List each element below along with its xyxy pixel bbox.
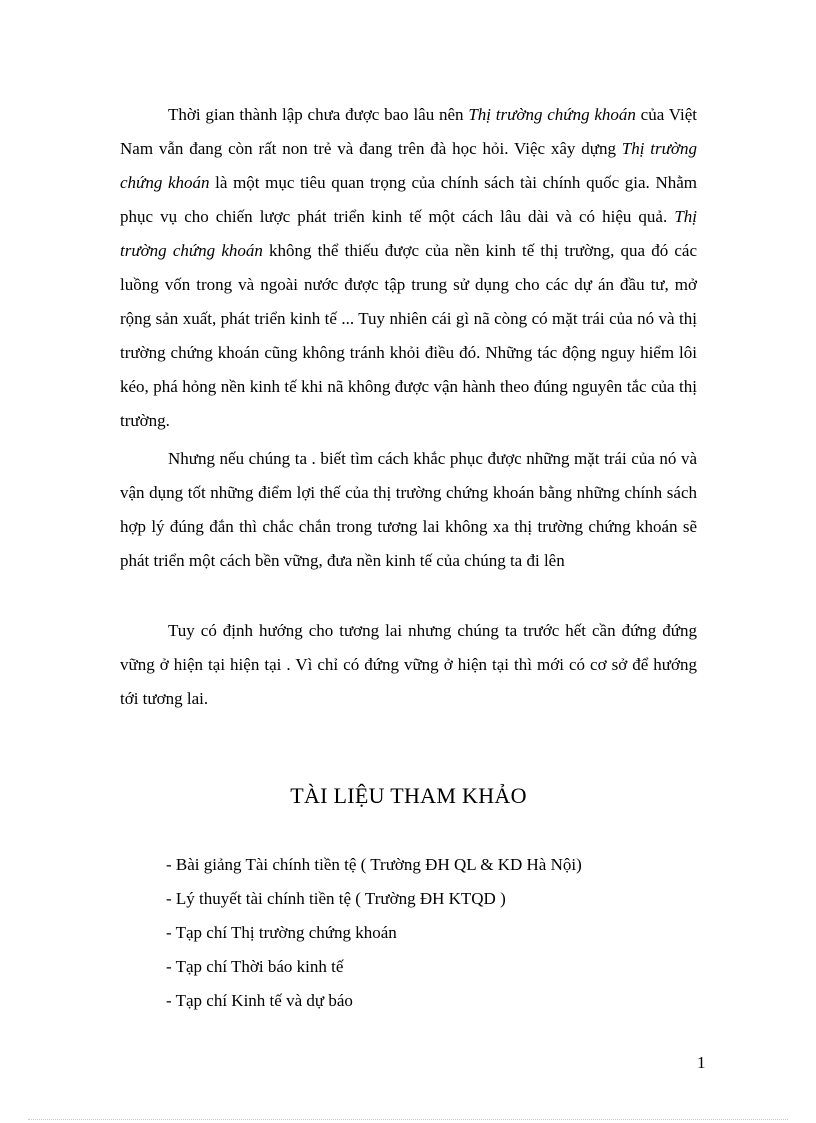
reference-item: - Tạp chí Thời báo kinh tế [166,957,344,976]
reference-item: - Bài giảng Tài chính tiền tệ ( Trường ĐH QL & KD Hà Nội) [166,855,582,874]
paragraph-1 [120,98,697,438]
p1-text-1: Thời gian thành lập chưa được bao lâu nên [168,105,469,124]
page-number: 1 [697,1053,706,1072]
paragraph-3: Tuy có định hướng cho tương lai nhưng chúng ta trước hết cần đứng đứng vững ở hiện tại hiện tại . Vì chỉ có đứng vững ở hiện tại thì mới có cơ sở để hướng tới tương lai. [120,621,697,708]
p1-italic-3: Thị trường chứng khoán [120,207,697,260]
references-heading: TÀI LIỆU THAM KHẢO [290,783,527,808]
p1-italic-2: Thị trường chứng khoán [120,139,697,192]
p1-text-3: là một mục tiêu quan trọng của chính sách tài chính quốc gia. Nhằm phục vụ cho chiến lược phát triển kinh tế một cách lâu dài và có hiệu quả. [120,173,697,226]
reference-item: - Tạp chí Kinh tế và dự báo [166,991,353,1010]
paragraph-2: Nhưng nếu chúng ta . biết tìm cách khắc phục được những mặt trái của nó và vận dụng tốt những điểm lợi thế của thị trường chứng khoán bằng những chính sách hợp lý đúng đắn thì chắc chắn trong tương lai không xa thị trường chứng khoán sẽ phát triển một cách bền vững, đưa nền kinh tế của chúng ta đi lên [120,449,697,570]
p1-text-2: của Việt Nam vẫn đang còn rất non trẻ và đang trên đà học hỏi. Việc xây dựng [120,105,697,158]
reference-item: - Lý thuyết tài chính tiền tệ ( Trường ĐH KTQD ) [166,889,506,908]
p1-text-4: không thể thiếu được của nền kinh tế thị trường, qua đó các luồng vốn trong và ngoài nước được tập trung sử dụng cho các dự án đầu tư, mở rộng sản xuất, phát triển kinh tế ... Tuy nhiên cái gì nã còng có mặt trái của nó và thị trường chứng khoán cũng không tránh khỏi điều đó. Những tác động nguy hiểm lôi kéo, phá hỏng nền kinh tế khi nã không được vận hành theo đúng nguyên tắc của thị trường. [120,241,697,430]
reference-item: - Tạp chí Thị trường chứng khoán [166,923,397,942]
p1-italic-1: Thị trường chứng khoán [468,105,636,124]
page-bottom-divider [28,1119,788,1120]
references-list [166,848,582,1018]
